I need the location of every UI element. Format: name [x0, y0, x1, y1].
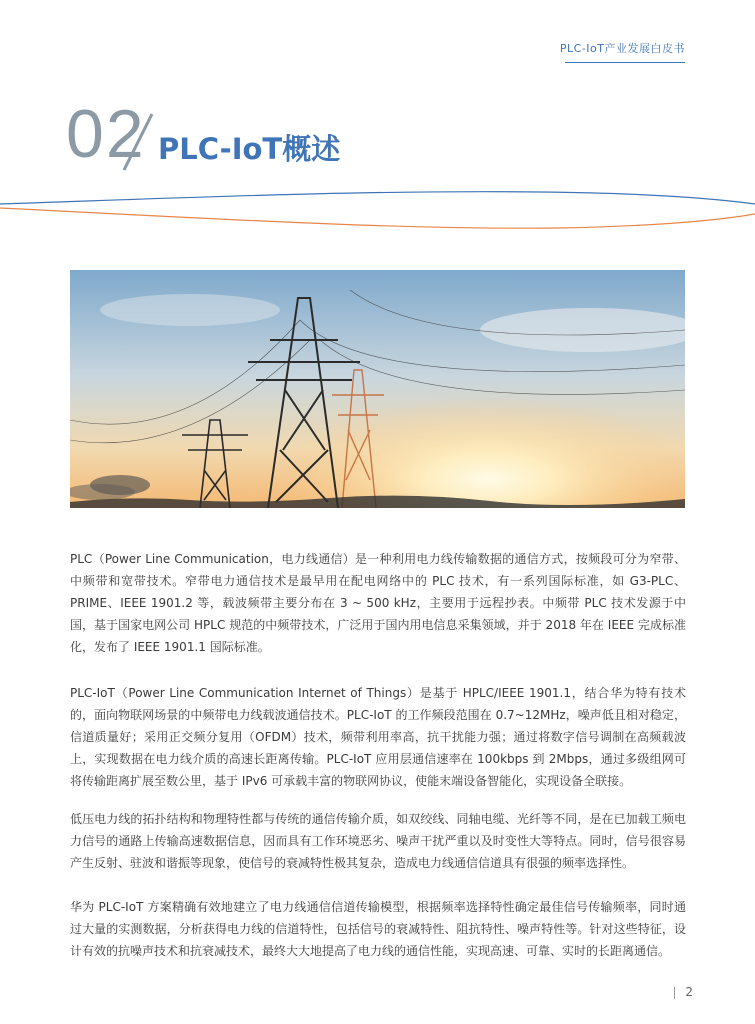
paragraph-powerline-characteristics: 低压电力线的拓扑结构和物理特性都与传统的通信传输介质，如双绞线、同轴电缆、光纤等不同，是在已加载工频电力信号的通路上传输高速数据信息，因而具有工作环境恶劣、噪声干扰严重以及时变性大等特点。同时，信号很容易产生反射、驻波和谐振等现象，使信号的衰减特性极其复杂，造成电力线通信信道具有很强的频率选择性。	[70, 812, 686, 870]
decorative-wave-lines	[0, 178, 755, 238]
paragraph-huawei-solution: 华为 PLC-IoT 方案精确有效地建立了电力线通信信道传输模型，根据频率选择特性确定最佳信号传输频率，同时通过大量的实测数据，分析获得电力线的信道特性，包括信号的衰减特性、阻抗特性、噪声特性等。针对这些特征，设计有效的抗噪声技术和抗衰减技术，最终大大地提高了电力线的通信性能，实现高速、可靠、实时的长距离通信。	[70, 900, 686, 958]
page-number: 2	[685, 985, 693, 999]
paragraph-plc-intro: PLC（Power Line Communication，电力线通信）是一种利用电力线传输数据的通信方式，按频段可分为窄带、中频带和宽带技术。窄带电力通信技术是最早用在配电网络中的 PLC 技术，有一系列国际标准，如 G3-PLC、PRIME、IEEE 1901.2 等，载波频带主要分布在 3 ~ 500 kHz，主要用于远程抄表。中频带 PLC 技术发源于中国，基于国家电网公司 HPLC 规范的中频带技术，广泛用于国内用电信息采集领域，并于 2018 年在 IEEE 完成标准化，发布了 IEEE 1901.1 国际标准。	[70, 552, 686, 654]
chapter-slash-decoration	[118, 112, 158, 174]
paragraph-plc-iot: PLC-IoT（Power Line Communication Internet of Things）是基于 HPLC/IEEE 1901.1，结合华为特有技术的，面向物联网场景的中频带电力线载波通信技术。PLC-IoT 的工作频段范围在 0.7~12MHz，噪声低且相对稳定，信道质量好；采用正交频分复用（OFDM）技术，频带利用率高，抗干扰能力强；通过将数字信号调制在高频载波上，实现数据在电力线介质的高速长距离传输。PLC-IoT 应用层通信速率在 100kbps 到 2Mbps，通过多级组网可将传输距离扩展至数公里，基于 IPv6 可承载丰富的物联网协议，使能末端设备智能化，实现设备全联接。	[70, 686, 686, 788]
header-rule	[565, 62, 685, 63]
power-towers-photo	[70, 270, 685, 508]
page-number-separator	[674, 987, 675, 999]
chapter-title: PLC-IoT概述	[158, 132, 341, 166]
chapter-number: 02	[66, 96, 146, 172]
header-title: PLC-IoT产业发展白皮书	[559, 42, 685, 55]
